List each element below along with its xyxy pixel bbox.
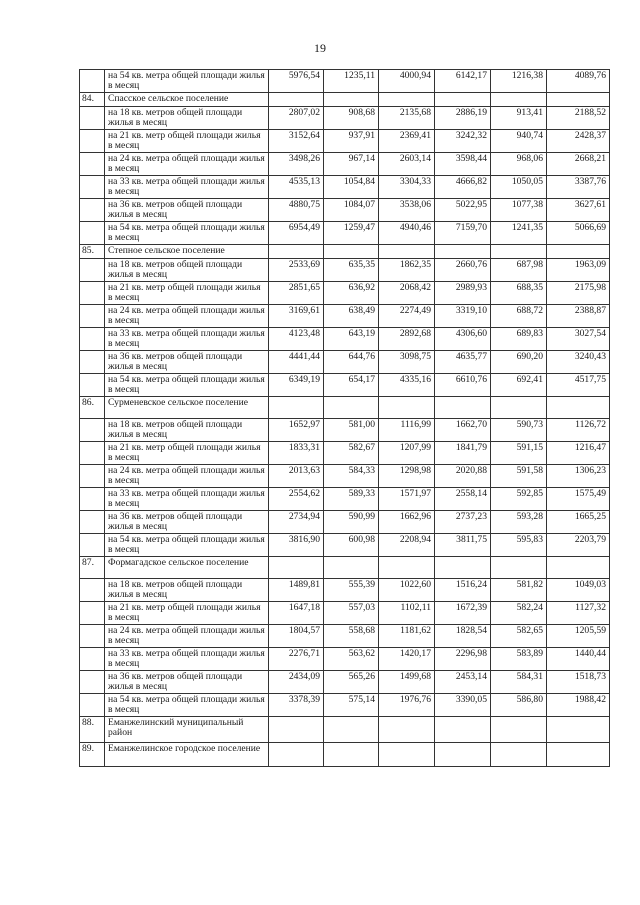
value-cell: 2013,63: [269, 465, 324, 488]
value-cell: 3098,75: [379, 351, 435, 374]
value-cell: 1575,49: [547, 488, 610, 511]
value-cell: 584,33: [324, 465, 379, 488]
value-cell: 1235,11: [324, 70, 379, 93]
value-cell: 1440,44: [547, 648, 610, 671]
table-row: [80, 107, 610, 130]
value-cell: 6610,76: [435, 374, 491, 397]
value-cell: 2807,02: [269, 107, 324, 130]
value-cell: 3319,10: [435, 305, 491, 328]
value-cell: 2453,14: [435, 671, 491, 694]
value-cell: 1665,25: [547, 511, 610, 534]
value-cell: 3627,61: [547, 199, 610, 222]
value-cell: [269, 557, 324, 579]
table-row: [80, 579, 610, 602]
value-cell: 1084,07: [324, 199, 379, 222]
value-cell: 2668,21: [547, 153, 610, 176]
row-label: на 24 кв. метра общей площади жилья в месяц: [105, 625, 269, 648]
value-cell: 5976,54: [269, 70, 324, 93]
value-cell: 635,35: [324, 259, 379, 282]
value-cell: 638,49: [324, 305, 379, 328]
value-cell: 1841,79: [435, 442, 491, 465]
value-cell: 2175,98: [547, 282, 610, 305]
value-cell: [324, 93, 379, 107]
value-cell: 644,76: [324, 351, 379, 374]
value-cell: 565,26: [324, 671, 379, 694]
tariff-table: [79, 69, 610, 767]
value-cell: 2203,79: [547, 534, 610, 557]
row-label: на 54 кв. метра общей площади жилья в месяц: [105, 694, 269, 717]
row-label: на 21 кв. метр общей площади жилья в месяц: [105, 602, 269, 625]
value-cell: 600,98: [324, 534, 379, 557]
table-row: [80, 511, 610, 534]
row-label: на 24 кв. метра общей площади жилья в месяц: [105, 153, 269, 176]
value-cell: [324, 397, 379, 419]
value-cell: 1207,99: [379, 442, 435, 465]
value-cell: 1127,32: [547, 602, 610, 625]
value-cell: 1662,70: [435, 419, 491, 442]
row-number: [80, 579, 105, 602]
value-cell: 591,15: [491, 442, 547, 465]
value-cell: 1049,03: [547, 579, 610, 602]
value-cell: 1181,62: [379, 625, 435, 648]
row-label: на 36 кв. метров общей площади жилья в месяц: [105, 511, 269, 534]
table-row: [80, 625, 610, 648]
table-row: [80, 245, 610, 259]
value-cell: 1241,35: [491, 222, 547, 245]
value-cell: 3169,61: [269, 305, 324, 328]
row-label: Еманжелинский муниципальный район: [105, 717, 269, 743]
value-cell: 690,20: [491, 351, 547, 374]
value-cell: 2851,65: [269, 282, 324, 305]
value-cell: [379, 743, 435, 767]
value-cell: 4880,75: [269, 199, 324, 222]
value-cell: 1833,31: [269, 442, 324, 465]
value-cell: 583,89: [491, 648, 547, 671]
value-cell: [269, 717, 324, 743]
value-cell: 1259,47: [324, 222, 379, 245]
value-cell: 2274,49: [379, 305, 435, 328]
value-cell: [269, 245, 324, 259]
value-cell: 1077,38: [491, 199, 547, 222]
table-row: [80, 130, 610, 153]
value-cell: 1420,17: [379, 648, 435, 671]
table-row: [80, 93, 610, 107]
value-cell: [269, 93, 324, 107]
page-number: 19: [314, 41, 326, 55]
value-cell: 4089,76: [547, 70, 610, 93]
value-cell: 636,92: [324, 282, 379, 305]
value-cell: 940,74: [491, 130, 547, 153]
value-cell: 1499,68: [379, 671, 435, 694]
value-cell: [324, 557, 379, 579]
value-cell: 2068,42: [379, 282, 435, 305]
value-cell: [435, 397, 491, 419]
row-label: на 36 кв. метров общей площади жилья в месяц: [105, 199, 269, 222]
value-cell: 2434,09: [269, 671, 324, 694]
value-cell: [435, 717, 491, 743]
value-cell: 4517,75: [547, 374, 610, 397]
value-cell: 590,73: [491, 419, 547, 442]
table-row: [80, 534, 610, 557]
value-cell: 968,06: [491, 153, 547, 176]
value-cell: [491, 397, 547, 419]
row-label: на 54 кв. метра общей площади жилья в месяц: [105, 70, 269, 93]
row-number: 86.: [80, 397, 105, 419]
row-label: на 33 кв. метра общей площади жилья в месяц: [105, 176, 269, 199]
value-cell: [491, 245, 547, 259]
value-cell: 654,17: [324, 374, 379, 397]
value-cell: 555,39: [324, 579, 379, 602]
row-number: [80, 488, 105, 511]
value-cell: 1804,57: [269, 625, 324, 648]
value-cell: 4666,82: [435, 176, 491, 199]
value-cell: 2296,98: [435, 648, 491, 671]
value-cell: 2989,93: [435, 282, 491, 305]
value-cell: 3598,44: [435, 153, 491, 176]
value-cell: 6142,17: [435, 70, 491, 93]
value-cell: 3811,75: [435, 534, 491, 557]
value-cell: 1126,72: [547, 419, 610, 442]
row-number: [80, 648, 105, 671]
row-label: на 33 кв. метра общей площади жилья в месяц: [105, 648, 269, 671]
value-cell: [435, 557, 491, 579]
value-cell: 1022,60: [379, 579, 435, 602]
value-cell: 689,83: [491, 328, 547, 351]
row-number: [80, 70, 105, 93]
row-label: на 54 кв. метра общей площади жилья в месяц: [105, 222, 269, 245]
value-cell: 2892,68: [379, 328, 435, 351]
row-label: на 18 кв. метров общей площади жилья в месяц: [105, 107, 269, 130]
value-cell: 2188,52: [547, 107, 610, 130]
value-cell: 4635,77: [435, 351, 491, 374]
row-label: на 33 кв. метра общей площади жилья в месяц: [105, 488, 269, 511]
row-label: на 24 кв. метра общей площади жилья в месяц: [105, 305, 269, 328]
value-cell: 1571,97: [379, 488, 435, 511]
value-cell: [435, 93, 491, 107]
value-cell: 2603,14: [379, 153, 435, 176]
value-cell: 595,83: [491, 534, 547, 557]
value-cell: 590,99: [324, 511, 379, 534]
table-body: [80, 70, 610, 767]
value-cell: [547, 245, 610, 259]
value-cell: 937,91: [324, 130, 379, 153]
row-label: Еманжелинское городское поселение: [105, 743, 269, 767]
table-row: [80, 648, 610, 671]
value-cell: 4535,13: [269, 176, 324, 199]
value-cell: 1862,35: [379, 259, 435, 282]
value-cell: 1489,81: [269, 579, 324, 602]
value-cell: 2554,62: [269, 488, 324, 511]
row-label: на 24 кв. метра общей площади жилья в месяц: [105, 465, 269, 488]
row-label: на 18 кв. метров общей площади жилья в месяц: [105, 579, 269, 602]
value-cell: [491, 743, 547, 767]
value-cell: 1050,05: [491, 176, 547, 199]
value-cell: 967,14: [324, 153, 379, 176]
row-number: [80, 153, 105, 176]
value-cell: 643,19: [324, 328, 379, 351]
row-number: [80, 282, 105, 305]
row-number: [80, 534, 105, 557]
row-number: 85.: [80, 245, 105, 259]
value-cell: 688,72: [491, 305, 547, 328]
table-row: [80, 465, 610, 488]
value-cell: 1306,23: [547, 465, 610, 488]
value-cell: 2886,19: [435, 107, 491, 130]
value-cell: 1652,97: [269, 419, 324, 442]
row-number: [80, 511, 105, 534]
row-number: [80, 130, 105, 153]
row-number: [80, 694, 105, 717]
value-cell: 2428,37: [547, 130, 610, 153]
row-number: [80, 351, 105, 374]
row-number: [80, 442, 105, 465]
value-cell: [379, 397, 435, 419]
value-cell: 557,03: [324, 602, 379, 625]
table-row: [80, 351, 610, 374]
value-cell: 1518,73: [547, 671, 610, 694]
value-cell: [435, 743, 491, 767]
value-cell: 1672,39: [435, 602, 491, 625]
table-row: [80, 397, 610, 419]
row-label: на 54 кв. метра общей площади жилья в месяц: [105, 534, 269, 557]
value-cell: 2276,71: [269, 648, 324, 671]
row-number: [80, 222, 105, 245]
value-cell: 1647,18: [269, 602, 324, 625]
row-number: [80, 305, 105, 328]
value-cell: 1216,38: [491, 70, 547, 93]
value-cell: 1828,54: [435, 625, 491, 648]
value-cell: [324, 743, 379, 767]
table-row: [80, 442, 610, 465]
value-cell: 4441,44: [269, 351, 324, 374]
table-row: [80, 305, 610, 328]
value-cell: 582,65: [491, 625, 547, 648]
value-cell: 3498,26: [269, 153, 324, 176]
value-cell: 582,67: [324, 442, 379, 465]
value-cell: [379, 717, 435, 743]
value-cell: [491, 717, 547, 743]
table-row: [80, 328, 610, 351]
value-cell: [379, 557, 435, 579]
row-label: Формагадское сельское поселение: [105, 557, 269, 579]
value-cell: 581,82: [491, 579, 547, 602]
value-cell: 593,28: [491, 511, 547, 534]
table-row: [80, 602, 610, 625]
value-cell: 589,33: [324, 488, 379, 511]
value-cell: 688,35: [491, 282, 547, 305]
value-cell: 586,80: [491, 694, 547, 717]
value-cell: 6954,49: [269, 222, 324, 245]
row-number: [80, 602, 105, 625]
value-cell: 1116,99: [379, 419, 435, 442]
value-cell: 582,24: [491, 602, 547, 625]
value-cell: 3378,39: [269, 694, 324, 717]
table-row: [80, 222, 610, 245]
value-cell: 1298,98: [379, 465, 435, 488]
value-cell: [491, 557, 547, 579]
value-cell: 4940,46: [379, 222, 435, 245]
value-cell: 4306,60: [435, 328, 491, 351]
value-cell: 584,31: [491, 671, 547, 694]
row-number: 88.: [80, 717, 105, 743]
value-cell: [547, 397, 610, 419]
value-cell: 3152,64: [269, 130, 324, 153]
table-row: [80, 557, 610, 579]
value-cell: 7159,70: [435, 222, 491, 245]
table-row: [80, 488, 610, 511]
value-cell: [379, 93, 435, 107]
value-cell: 3242,32: [435, 130, 491, 153]
value-cell: 575,14: [324, 694, 379, 717]
value-cell: 1102,11: [379, 602, 435, 625]
value-cell: [547, 93, 610, 107]
value-cell: 2369,41: [379, 130, 435, 153]
table-row: [80, 176, 610, 199]
table-row: [80, 153, 610, 176]
row-number: [80, 374, 105, 397]
row-number: [80, 107, 105, 130]
value-cell: [547, 557, 610, 579]
value-cell: 1662,96: [379, 511, 435, 534]
row-label: на 18 кв. метров общей площади жилья в месяц: [105, 419, 269, 442]
value-cell: 558,68: [324, 625, 379, 648]
value-cell: 3304,33: [379, 176, 435, 199]
value-cell: 2533,69: [269, 259, 324, 282]
value-cell: 1216,47: [547, 442, 610, 465]
value-cell: 2660,76: [435, 259, 491, 282]
value-cell: 3027,54: [547, 328, 610, 351]
row-label: на 21 кв. метр общей площади жилья в месяц: [105, 130, 269, 153]
value-cell: 4000,94: [379, 70, 435, 93]
value-cell: [324, 245, 379, 259]
value-cell: 5022,95: [435, 199, 491, 222]
row-label: на 36 кв. метров общей площади жилья в месяц: [105, 351, 269, 374]
row-label: на 21 кв. метр общей площади жилья в месяц: [105, 282, 269, 305]
row-number: [80, 671, 105, 694]
value-cell: 687,98: [491, 259, 547, 282]
table-row: [80, 717, 610, 743]
row-number: [80, 328, 105, 351]
value-cell: 1054,84: [324, 176, 379, 199]
value-cell: 692,41: [491, 374, 547, 397]
row-number: 84.: [80, 93, 105, 107]
value-cell: 3240,43: [547, 351, 610, 374]
value-cell: [269, 397, 324, 419]
value-cell: 3390,05: [435, 694, 491, 717]
value-cell: 2135,68: [379, 107, 435, 130]
value-cell: 2737,23: [435, 511, 491, 534]
table-row: [80, 743, 610, 767]
value-cell: 908,68: [324, 107, 379, 130]
value-cell: 4335,16: [379, 374, 435, 397]
value-cell: 2020,88: [435, 465, 491, 488]
value-cell: [379, 245, 435, 259]
value-cell: 1205,59: [547, 625, 610, 648]
value-cell: 2558,14: [435, 488, 491, 511]
value-cell: [547, 743, 610, 767]
row-number: [80, 465, 105, 488]
value-cell: [491, 93, 547, 107]
row-label: на 33 кв. метра общей площади жилья в месяц: [105, 328, 269, 351]
value-cell: [547, 717, 610, 743]
table-row: [80, 419, 610, 442]
value-cell: 1516,24: [435, 579, 491, 602]
value-cell: [435, 245, 491, 259]
value-cell: 1976,76: [379, 694, 435, 717]
value-cell: 4123,48: [269, 328, 324, 351]
table-row: [80, 671, 610, 694]
table-row: [80, 70, 610, 93]
value-cell: 5066,69: [547, 222, 610, 245]
value-cell: 1988,42: [547, 694, 610, 717]
value-cell: 3538,06: [379, 199, 435, 222]
value-cell: 6349,19: [269, 374, 324, 397]
row-label: на 21 кв. метр общей площади жилья в месяц: [105, 442, 269, 465]
row-number: [80, 625, 105, 648]
value-cell: 2388,87: [547, 305, 610, 328]
row-number: [80, 259, 105, 282]
table-row: [80, 259, 610, 282]
row-number: [80, 199, 105, 222]
table-row: [80, 282, 610, 305]
value-cell: 591,58: [491, 465, 547, 488]
row-label: Сурменевское сельское поселение: [105, 397, 269, 419]
value-cell: 913,41: [491, 107, 547, 130]
row-label: на 36 кв. метров общей площади жилья в месяц: [105, 671, 269, 694]
row-label: на 54 кв. метра общей площади жилья в месяц: [105, 374, 269, 397]
value-cell: 581,00: [324, 419, 379, 442]
table-row: [80, 199, 610, 222]
value-cell: 1963,09: [547, 259, 610, 282]
value-cell: 563,62: [324, 648, 379, 671]
row-label: Спасское сельское поселение: [105, 93, 269, 107]
value-cell: 592,85: [491, 488, 547, 511]
value-cell: [324, 717, 379, 743]
row-number: 87.: [80, 557, 105, 579]
table-row: [80, 374, 610, 397]
value-cell: 3387,76: [547, 176, 610, 199]
value-cell: 2208,94: [379, 534, 435, 557]
row-number: [80, 419, 105, 442]
row-label: Степное сельское поселение: [105, 245, 269, 259]
row-number: 89.: [80, 743, 105, 767]
row-number: [80, 176, 105, 199]
value-cell: 2734,94: [269, 511, 324, 534]
table-row: [80, 694, 610, 717]
value-cell: 3816,90: [269, 534, 324, 557]
value-cell: [269, 743, 324, 767]
row-label: на 18 кв. метров общей площади жилья в месяц: [105, 259, 269, 282]
